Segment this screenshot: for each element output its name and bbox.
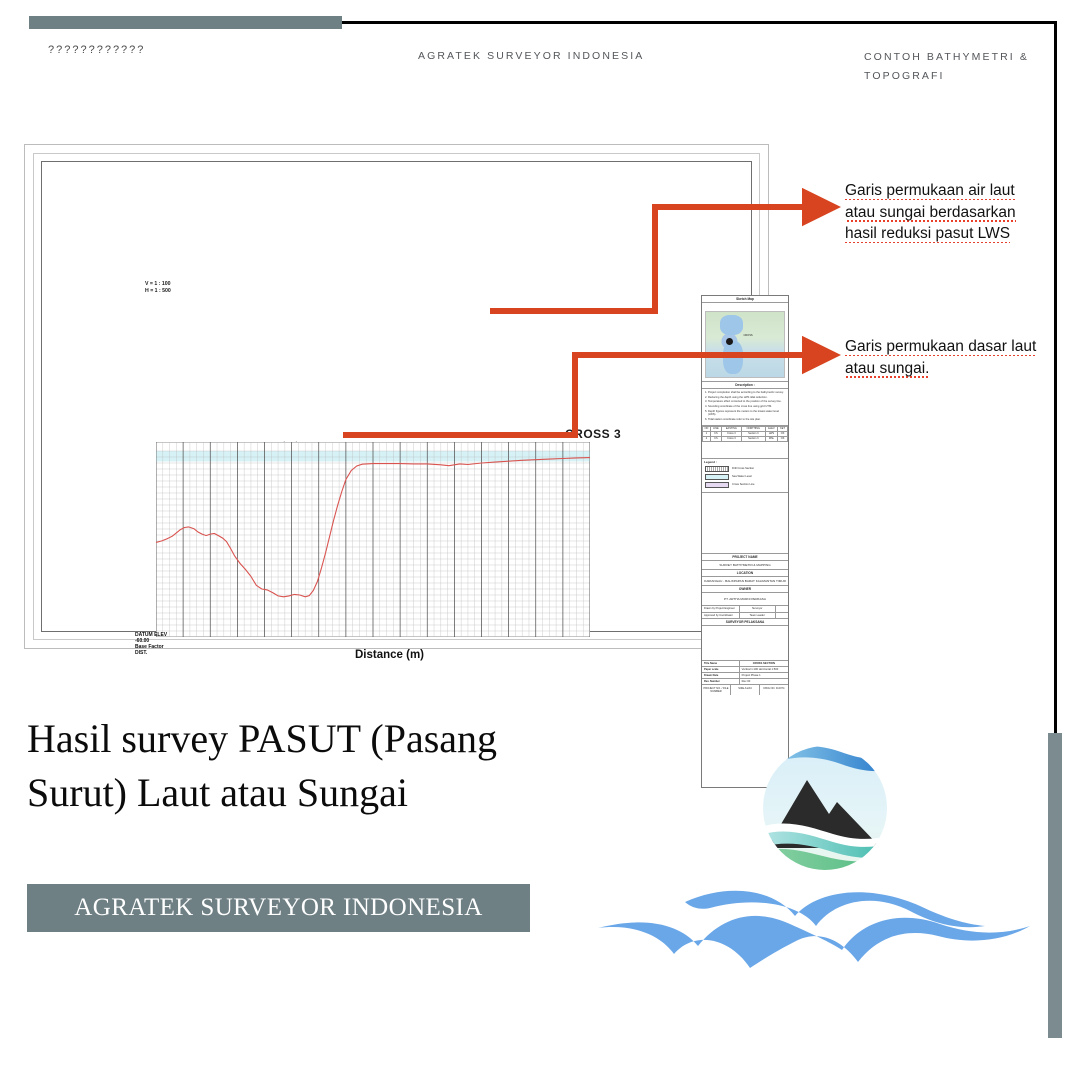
owner-label: OWNER — [702, 586, 788, 593]
project-name-label: PROJECT NAME — [702, 554, 788, 561]
description-list — [702, 389, 788, 426]
header-accent-bar — [29, 16, 342, 29]
legend-item — [705, 482, 785, 488]
column-header: ELEV — [765, 426, 777, 431]
chart-svg — [156, 442, 590, 637]
title-block — [701, 295, 789, 788]
datum-base-factor: Base Factor — [135, 644, 164, 650]
legend-item — [705, 466, 785, 472]
page-title: Hasil survey PASUT (Pasang Surut) Laut atau Sungai — [27, 716, 498, 815]
column-header: EASTING — [721, 426, 741, 431]
legend-label: Drill Cross Section — [732, 467, 755, 471]
column-header: NO — [703, 426, 711, 431]
right-vertical-rule — [1054, 21, 1057, 735]
description-heading: Description : — [702, 382, 788, 389]
table-cell: Section 3 — [741, 431, 765, 436]
project-name-value: SURVEY BATHYMETRI & MAPPING — [702, 561, 788, 570]
scale-value: Vertical 1:100 Horizontal 1:500 — [741, 668, 779, 672]
table-cell: Section 3 — [741, 436, 765, 441]
header-center-title: AGRATEK SURVEYOR INDONESIA — [418, 50, 645, 62]
scale-horizontal: H = 1 : 500 — [145, 288, 171, 294]
date-key: Drawn Date — [702, 673, 740, 678]
x-axis-title: Distance (m) — [355, 649, 425, 661]
description-item: 3. Temperature effect corrected to the position of the survey line. — [705, 400, 782, 404]
location-value: KARIANGAU - BALIKPAPAN BARAT KALIMANTAN TIMUR — [702, 577, 788, 586]
footer-size: SIZE A1/A3 — [731, 685, 760, 695]
legend-label: Cross Section Line — [732, 483, 755, 487]
callout-note-water-surface-text: Garis permukaan air laut atau sungai berdasarkan hasil reduksi pasut LWS — [845, 182, 1016, 242]
header-left-placeholder: ???????????? — [48, 44, 146, 56]
scale-vertical: V = 1 : 100 — [145, 281, 171, 287]
location-label: LOCATION — [702, 570, 788, 577]
table-cell: OK — [778, 436, 788, 441]
header-horizontal-rule — [342, 21, 1056, 24]
legend-swatch-sea-water-level-icon — [705, 474, 729, 480]
titleblock-spacer-1 — [702, 442, 788, 459]
table-cell: MSL — [765, 436, 777, 441]
table-cell: OK — [778, 431, 788, 436]
map-water-1 — [720, 315, 743, 335]
datum-note — [135, 632, 167, 656]
title-name-key: Title Name — [702, 661, 740, 666]
drawn-by-value: Surveyor — [740, 606, 776, 611]
column-header: NORTHING — [741, 426, 765, 431]
drawing-sheet — [24, 144, 786, 693]
signature-space — [702, 626, 788, 661]
description-item: 6. Tidal station coordinate refer to the site plan. — [705, 417, 761, 421]
table-cell: Cross 3 — [721, 431, 741, 436]
table-cell: 1 — [703, 431, 711, 436]
map-site-label: CROSS — [743, 334, 753, 338]
datum-dist-label: DIST. — [135, 650, 148, 656]
description-item: 1. Project completion shall be according to the bathymetric survey. — [705, 391, 784, 394]
datum-value: -60.00 — [135, 638, 150, 644]
description-item: 5. Depth figures represent the meters to the lowest water level (LWS). — [705, 409, 779, 417]
right-accent-bar — [1048, 733, 1062, 1038]
table-row — [703, 436, 788, 441]
wave-decoration — [590, 880, 1040, 980]
revision-key: Rev. Number — [702, 679, 740, 684]
date-value: Project Phase 1 — [741, 674, 761, 678]
footer-project-no: PROJECT NO. / FILE NUMBER — [702, 685, 731, 695]
approved-by-sign — [776, 613, 788, 618]
legend-heading: Legend : — [704, 459, 717, 464]
drawn-by-label: Drawn by Project Engineer — [702, 606, 740, 611]
legend-swatch-cross-section-line-icon — [705, 482, 729, 488]
table-cell: LWS — [765, 431, 777, 436]
brand-banner — [27, 884, 530, 932]
table-cell: CS — [710, 436, 721, 441]
map-water-2 — [723, 341, 743, 374]
drawn-by-sign — [776, 606, 788, 611]
description-item: 4. Sounding coordinate of the cross line using grid UTM. — [705, 405, 772, 409]
callout-note-seabed-text: Garis permukaan dasar laut atau sungai. — [845, 338, 1037, 377]
legend-list — [702, 464, 788, 493]
sketch-map-heading: Sketch Map — [702, 296, 788, 303]
titleblock-spacer-2 — [702, 493, 788, 554]
brand-banner-text: AGRATEK SURVEYOR INDONESIA — [74, 894, 483, 921]
cross-section-label: CROSS 3 — [565, 427, 622, 441]
sketch-map — [702, 303, 788, 382]
datum-label: DATUM ELEV — [135, 632, 168, 638]
footer-dwg-no: DWG NO. D-0074 — [763, 686, 785, 690]
column-header: LINE — [710, 426, 721, 431]
scale-note — [145, 281, 171, 295]
approved-by-value: Team Leader — [740, 613, 776, 618]
revision-value: Rev 00 — [741, 680, 751, 684]
owner-value: PT. ARTHA MURNI PERKASA — [702, 593, 788, 606]
coordinate-table — [702, 426, 788, 442]
table-cell: CS — [710, 431, 721, 436]
surveyor-label: SURVEYOR PELAKSANA — [702, 619, 788, 626]
table-cell: Cross 3 — [721, 436, 741, 441]
scale-key: Paper scale — [702, 667, 740, 672]
callout-note-water-surface — [845, 180, 1045, 245]
title-name-value: CROSS SECTION — [752, 662, 775, 666]
header-right-title: CONTOH BATHYMETRI & TOPOGRAFI — [864, 51, 1029, 82]
legend-item — [705, 474, 785, 480]
titleblock-footer-row — [702, 685, 788, 695]
table-cell: 2 — [703, 436, 711, 441]
legend-label: Sea Water Level — [732, 475, 752, 479]
column-header: KET — [778, 426, 788, 431]
callout-note-seabed — [845, 336, 1045, 379]
sketch-map-image — [705, 311, 785, 378]
description-item: 2. Reducing the depth using the LWS tidal reduction. — [705, 395, 768, 399]
chart-plot-area — [156, 442, 590, 637]
approved-by-label: Approved by Coordinator — [702, 613, 740, 618]
company-logo — [745, 728, 905, 888]
legend-swatch-drill-cross-section-icon — [705, 466, 729, 472]
